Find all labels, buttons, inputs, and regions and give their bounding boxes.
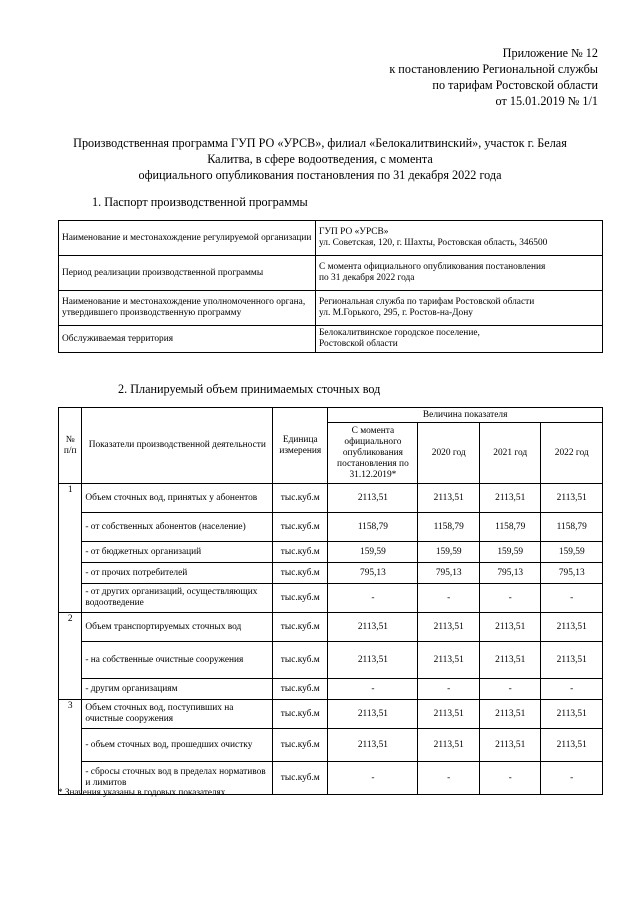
- title-line-2: Калитва, в сфере водоотведения, с момента: [207, 152, 433, 166]
- volume-table: [58, 407, 603, 795]
- row-value: 2113,51: [328, 642, 418, 679]
- table-row: [59, 700, 603, 729]
- section-1-heading: 1. Паспорт производственной программы: [92, 195, 308, 209]
- passport-key: Обслуживаемая территория: [59, 326, 316, 353]
- table-row: [59, 729, 603, 762]
- row-name: Объем сточных вод, поступивших на очистные сооружения: [82, 700, 273, 729]
- passport-key: Наименование и местонахождение уполномоченного органа, утвердившего производственную программу: [59, 291, 316, 326]
- passport-key: Период реализации производственной программы: [59, 256, 316, 291]
- row-num: 2: [59, 613, 82, 700]
- passport-row: [59, 256, 603, 291]
- row-value: -: [541, 679, 603, 700]
- header-unit: Единица измерения: [273, 408, 328, 484]
- row-name: - другим организациям: [82, 679, 273, 700]
- footnote: * Значения указаны в годовых показателях: [58, 787, 226, 797]
- table-row: [59, 484, 603, 513]
- passport-value: ГУП РО «УРСВ» ул. Советская, 120, г. Шахты, Ростовская область, 346500: [316, 221, 603, 256]
- header-value-group: Величина показателя: [328, 408, 603, 423]
- row-value: 159,59: [541, 542, 603, 563]
- row-value: 1158,79: [328, 513, 418, 542]
- row-unit: тыс.куб.м: [273, 642, 328, 679]
- title-line-1: Производственная программа ГУП РО «УРСВ», филиал «Белокалитвинский», участок г. Белая: [73, 136, 567, 150]
- row-unit: тыс.куб.м: [273, 613, 328, 642]
- row-name: - от прочих потребителей: [82, 563, 273, 584]
- header-indicator: Показатели производственной деятельности: [82, 408, 273, 484]
- row-value: 1158,79: [479, 513, 541, 542]
- row-value: 2113,51: [328, 700, 418, 729]
- row-value: -: [479, 762, 541, 795]
- row-value: 2113,51: [541, 729, 603, 762]
- row-unit: тыс.куб.м: [273, 729, 328, 762]
- row-num: 1: [59, 484, 82, 613]
- row-unit: тыс.куб.м: [273, 542, 328, 563]
- row-value: 2113,51: [418, 700, 480, 729]
- appendix-date: от 15.01.2019 № 1/1: [495, 94, 598, 108]
- row-value: 795,13: [541, 563, 603, 584]
- table-row: [59, 584, 603, 613]
- row-num: 3: [59, 700, 82, 795]
- row-value: 1158,79: [418, 513, 480, 542]
- passport-table: [58, 220, 603, 353]
- row-value: 2113,51: [479, 729, 541, 762]
- row-value: 2113,51: [541, 642, 603, 679]
- passport-value: Белокалитвинское городское поселение, Ростовской области: [316, 326, 603, 353]
- row-value: -: [328, 679, 418, 700]
- row-value: -: [479, 679, 541, 700]
- header-from-publication: С момента официального опубликования постановления по 31.12.2019*: [328, 423, 418, 484]
- table-row: [59, 513, 603, 542]
- row-value: -: [328, 762, 418, 795]
- row-value: 795,13: [328, 563, 418, 584]
- row-unit: тыс.куб.м: [273, 700, 328, 729]
- row-value: 2113,51: [479, 700, 541, 729]
- header-year-2020: 2020 год: [418, 423, 480, 484]
- table-row: [59, 542, 603, 563]
- header-num: № п/п: [59, 408, 82, 484]
- row-value: -: [418, 679, 480, 700]
- row-value: 2113,51: [541, 700, 603, 729]
- row-unit: тыс.куб.м: [273, 484, 328, 513]
- row-value: 2113,51: [418, 613, 480, 642]
- row-value: 159,59: [418, 542, 480, 563]
- row-value: -: [418, 762, 480, 795]
- table-row: [59, 642, 603, 679]
- row-unit: тыс.куб.м: [273, 762, 328, 795]
- row-name: - от других организаций, осуществляющих водоотведение: [82, 584, 273, 613]
- appendix-resolution: к постановлению Региональной службы: [389, 62, 598, 76]
- row-value: 2113,51: [541, 613, 603, 642]
- row-value: 2113,51: [418, 729, 480, 762]
- passport-row: [59, 221, 603, 256]
- section-2-heading: 2. Планируемый объем принимаемых сточных вод: [118, 382, 381, 396]
- appendix-number: Приложение № 12: [502, 46, 598, 60]
- row-unit: тыс.куб.м: [273, 679, 328, 700]
- row-value: 2113,51: [418, 484, 480, 513]
- row-value: 159,59: [479, 542, 541, 563]
- row-name: - сбросы сточных вод в пределах нормативов и лимитов: [82, 762, 273, 795]
- passport-value: С момента официального опубликования постановления по 31 декабря 2022 года: [316, 256, 603, 291]
- header-year-2022: 2022 год: [541, 423, 603, 484]
- row-value: 2113,51: [541, 484, 603, 513]
- row-value: -: [541, 584, 603, 613]
- header-year-2021: 2021 год: [479, 423, 541, 484]
- row-name: - объем сточных вод, прошедших очистку: [82, 729, 273, 762]
- passport-key: Наименование и местонахождение регулируемой организации: [59, 221, 316, 256]
- row-name: Объем сточных вод, принятых у абонентов: [82, 484, 273, 513]
- row-unit: тыс.куб.м: [273, 584, 328, 613]
- row-value: -: [418, 584, 480, 613]
- row-value: -: [541, 762, 603, 795]
- row-name: - на собственные очистные сооружения: [82, 642, 273, 679]
- row-unit: тыс.куб.м: [273, 513, 328, 542]
- row-value: 159,59: [328, 542, 418, 563]
- row-name: - от бюджетных организаций: [82, 542, 273, 563]
- passport-value: Региональная служба по тарифам Ростовской области ул. М.Горького, 295, г. Ростов-на-Дону: [316, 291, 603, 326]
- appendix-reference: [298, 45, 598, 109]
- row-name: - от собственных абонентов (население): [82, 513, 273, 542]
- row-value: 2113,51: [479, 484, 541, 513]
- row-value: -: [328, 584, 418, 613]
- row-value: 2113,51: [328, 484, 418, 513]
- passport-row: [59, 291, 603, 326]
- row-value: 795,13: [479, 563, 541, 584]
- row-value: 2113,51: [479, 642, 541, 679]
- row-unit: тыс.куб.м: [273, 563, 328, 584]
- row-value: 1158,79: [541, 513, 603, 542]
- table-row: [59, 563, 603, 584]
- appendix-authority: по тарифам Ростовской области: [432, 78, 598, 92]
- document-title: [50, 135, 590, 183]
- row-value: 2113,51: [328, 613, 418, 642]
- row-value: 2113,51: [328, 729, 418, 762]
- row-value: 795,13: [418, 563, 480, 584]
- row-value: 2113,51: [479, 613, 541, 642]
- table-row: [59, 613, 603, 642]
- passport-row: [59, 326, 603, 353]
- title-line-3: официального опубликования постановления по 31 декабря 2022 года: [138, 168, 502, 182]
- row-value: -: [479, 584, 541, 613]
- row-name: Объем транспортируемых сточных вод: [82, 613, 273, 642]
- row-value: 2113,51: [418, 642, 480, 679]
- table-row: [59, 679, 603, 700]
